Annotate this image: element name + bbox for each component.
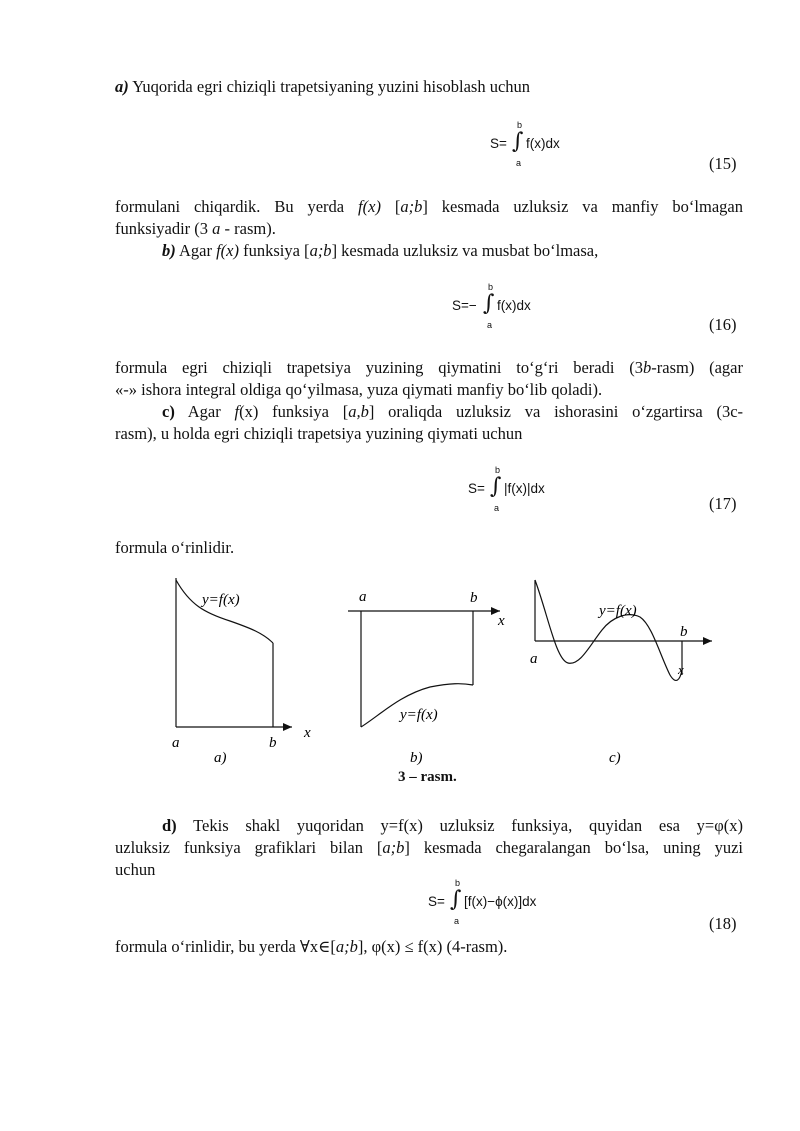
integral-sign: ∫ — [490, 474, 502, 499]
panel-a-x-label: x — [304, 725, 311, 741]
panel-a-curve-label: y=f(x) — [202, 592, 240, 608]
figure-3 — [0, 575, 800, 775]
after18-line1: formula o‘rinlidir, bu yerda ∀x∈[a;b], φ(x) ≤ f(x) (4-rasm). — [115, 937, 508, 956]
formula-18: S= b ∫ a [f(x)−ϕ(x)]dx — [428, 878, 537, 926]
after17-line1: formula o‘rinlidir. — [115, 538, 235, 557]
panel-b-x-label: x — [498, 613, 505, 629]
para-d-line2: uzluksiz funksiya grafiklari bilan [a;b] kesmada chegaralangan bo‘lsa, uning yuzi — [115, 838, 743, 857]
integral-sign: ∫ — [512, 129, 524, 154]
after16-line2: «-» ishora integral oldiga qo‘yilmasa, yuza qiymati manfiy bo‘lib qoladi). — [115, 380, 603, 399]
panel-a-a-label: a — [172, 735, 180, 751]
integral-sign: ∫ — [450, 887, 462, 912]
after15-line2: funksiyadir (3 a - rasm). — [115, 219, 276, 238]
panel-b-sub: b) — [410, 750, 423, 766]
para-a-label: a) — [115, 77, 129, 96]
panel-c-sub: c) — [609, 750, 621, 766]
equation-number-17: (17) — [709, 494, 737, 513]
para-c-line2: rasm), u holda egri chiziqli trapetsiya yuzining qiymati uchun — [115, 424, 523, 443]
para-d-line3: uchun — [115, 860, 156, 879]
para-d-line1: d) Tekis shakl yuqoridan y=f(x) uzluksiz funksiya, quyidan esa y=φ(x) — [162, 816, 743, 835]
formula-16: S=− b ∫ a f(x)dx — [452, 282, 531, 330]
para-c-line1: c) Agar f(x) funksiya [a,b] oraliqda uzluksiz va ishorasini o‘zgartirsa (3c- — [162, 402, 744, 421]
figure-caption: 3 – rasm. — [398, 769, 457, 785]
equation-number-18: (18) — [709, 914, 737, 933]
para-b-line1: b) Agar f(x) funksiya [a;b] kesmada uzluksiz va musbat bo‘lmasa, — [162, 241, 599, 260]
panel-c-arrow-icon — [703, 637, 712, 645]
panel-a-arrow-icon — [283, 723, 292, 731]
formula-17: S= b ∫ a |f(x)|dx — [468, 465, 545, 513]
panel-a-sub: a) — [214, 750, 227, 766]
panel-c-curve-label: y=f(x) — [599, 603, 637, 619]
after16-line1: formula egri chiziqli trapetsiya yuzining qiymatini to‘g‘ri beradi (3b-rasm) (agar — [115, 358, 743, 377]
panel-c-b-label: b — [680, 624, 688, 640]
equation-number-15: (15) — [709, 154, 737, 173]
panel-c-curve — [535, 580, 682, 680]
para-a-line1: a) Yuqorida egri chiziqli trapetsiyaning yuzini hisoblash uchun — [115, 77, 531, 96]
equation-number-16: (16) — [709, 315, 737, 334]
panel-c-x-label: x — [678, 662, 684, 677]
panel-c-a-label: a — [530, 651, 538, 667]
panel-b-b-label: b — [470, 590, 478, 606]
panel-b-curve-label: y=f(x) — [400, 707, 438, 723]
after15-line1: formulani chiqardik. Bu yerda f(x) [a;b] kesmada uzluksiz va manfiy bo‘lmagan — [115, 197, 743, 216]
panel-a-curve — [176, 580, 273, 643]
integral-sign: ∫ — [483, 291, 495, 316]
formula-15: S= b ∫ a f(x)dx — [490, 120, 560, 168]
panel-b-a-label: a — [359, 589, 367, 605]
panel-a-b-label: b — [269, 735, 277, 751]
